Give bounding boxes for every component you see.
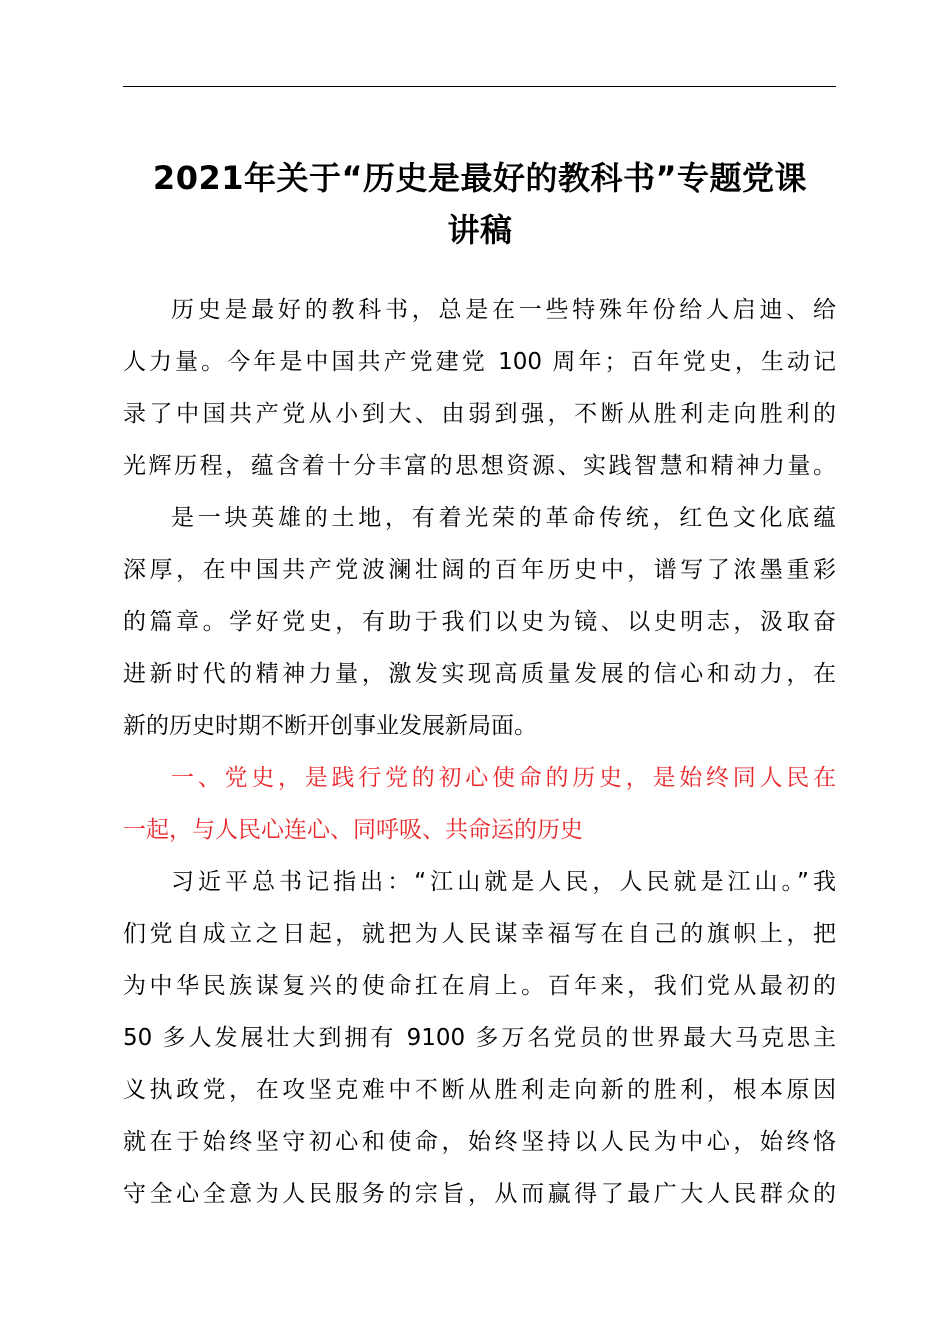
paragraph-line: 就在于始终坚守初心和使命，始终坚持以人民为中心，始终恪 xyxy=(123,1129,836,1155)
paragraph-line: 历史是最好的教科书，总是在一些特殊年份给人启迪、给 xyxy=(171,297,836,323)
document-body xyxy=(123,284,836,1220)
paragraph-line: 们党自成立之日起，就把为人民谋幸福写在自己的旗帜上，把 xyxy=(123,921,836,947)
document-title xyxy=(118,152,842,256)
section-heading-1 xyxy=(123,752,836,856)
paragraph-line: 人力量。今年是中国共产党建党 100 周年；百年党史，生动记 xyxy=(123,349,836,375)
paragraph-people xyxy=(123,856,836,1220)
paragraph-line: 守全心全意为人民服务的宗旨，从而赢得了最广大人民群众的 xyxy=(123,1181,836,1207)
title-line-2: 讲稿 xyxy=(447,211,513,249)
paragraph-line: 录了中国共产党从小到大、由弱到强，不断从胜利走向胜利的 xyxy=(123,401,836,427)
heading-line: 一、党史，是践行党的初心使命的历史，是始终同人民在 xyxy=(171,765,836,791)
paragraph-line: 进新时代的精神力量，激发实现高质量发展的信心和动力，在 xyxy=(123,661,836,687)
paragraph-line: 光辉历程，蕴含着十分丰富的思想资源、实践智慧和精神力量。 xyxy=(123,453,836,479)
title-line-1: 2021年关于“历史是最好的教科书”专题党课 xyxy=(152,159,808,197)
paragraph-line: 为中华民族谋复兴的使命扛在肩上。百年来，我们党从最初的 xyxy=(123,973,836,999)
paragraph-line: 的篇章。学好党史，有助于我们以史为镜、以史明志，汲取奋 xyxy=(123,609,836,635)
paragraph-line: 是一块英雄的土地，有着光荣的革命传统，红色文化底蕴 xyxy=(171,505,836,531)
paragraph-heroic-land xyxy=(123,492,836,752)
header-rule xyxy=(123,86,836,87)
paragraph-line: 习近平总书记指出：“江山就是人民，人民就是江山。”我 xyxy=(171,869,836,895)
heading-line: 一起，与人民心连心、同呼吸、共命运的历史 xyxy=(123,817,583,843)
paragraph-line: 义执政党，在攻坚克难中不断从胜利走向新的胜利，根本原因 xyxy=(123,1077,836,1103)
paragraph-intro xyxy=(123,284,836,492)
paragraph-line: 50 多人发展壮大到拥有 9100 多万名党员的世界最大马克思主 xyxy=(123,1025,836,1051)
paragraph-line: 新的历史时期不断开创事业发展新局面。 xyxy=(123,713,537,739)
paragraph-line: 深厚，在中国共产党波澜壮阔的百年历史中，谱写了浓墨重彩 xyxy=(123,557,836,583)
